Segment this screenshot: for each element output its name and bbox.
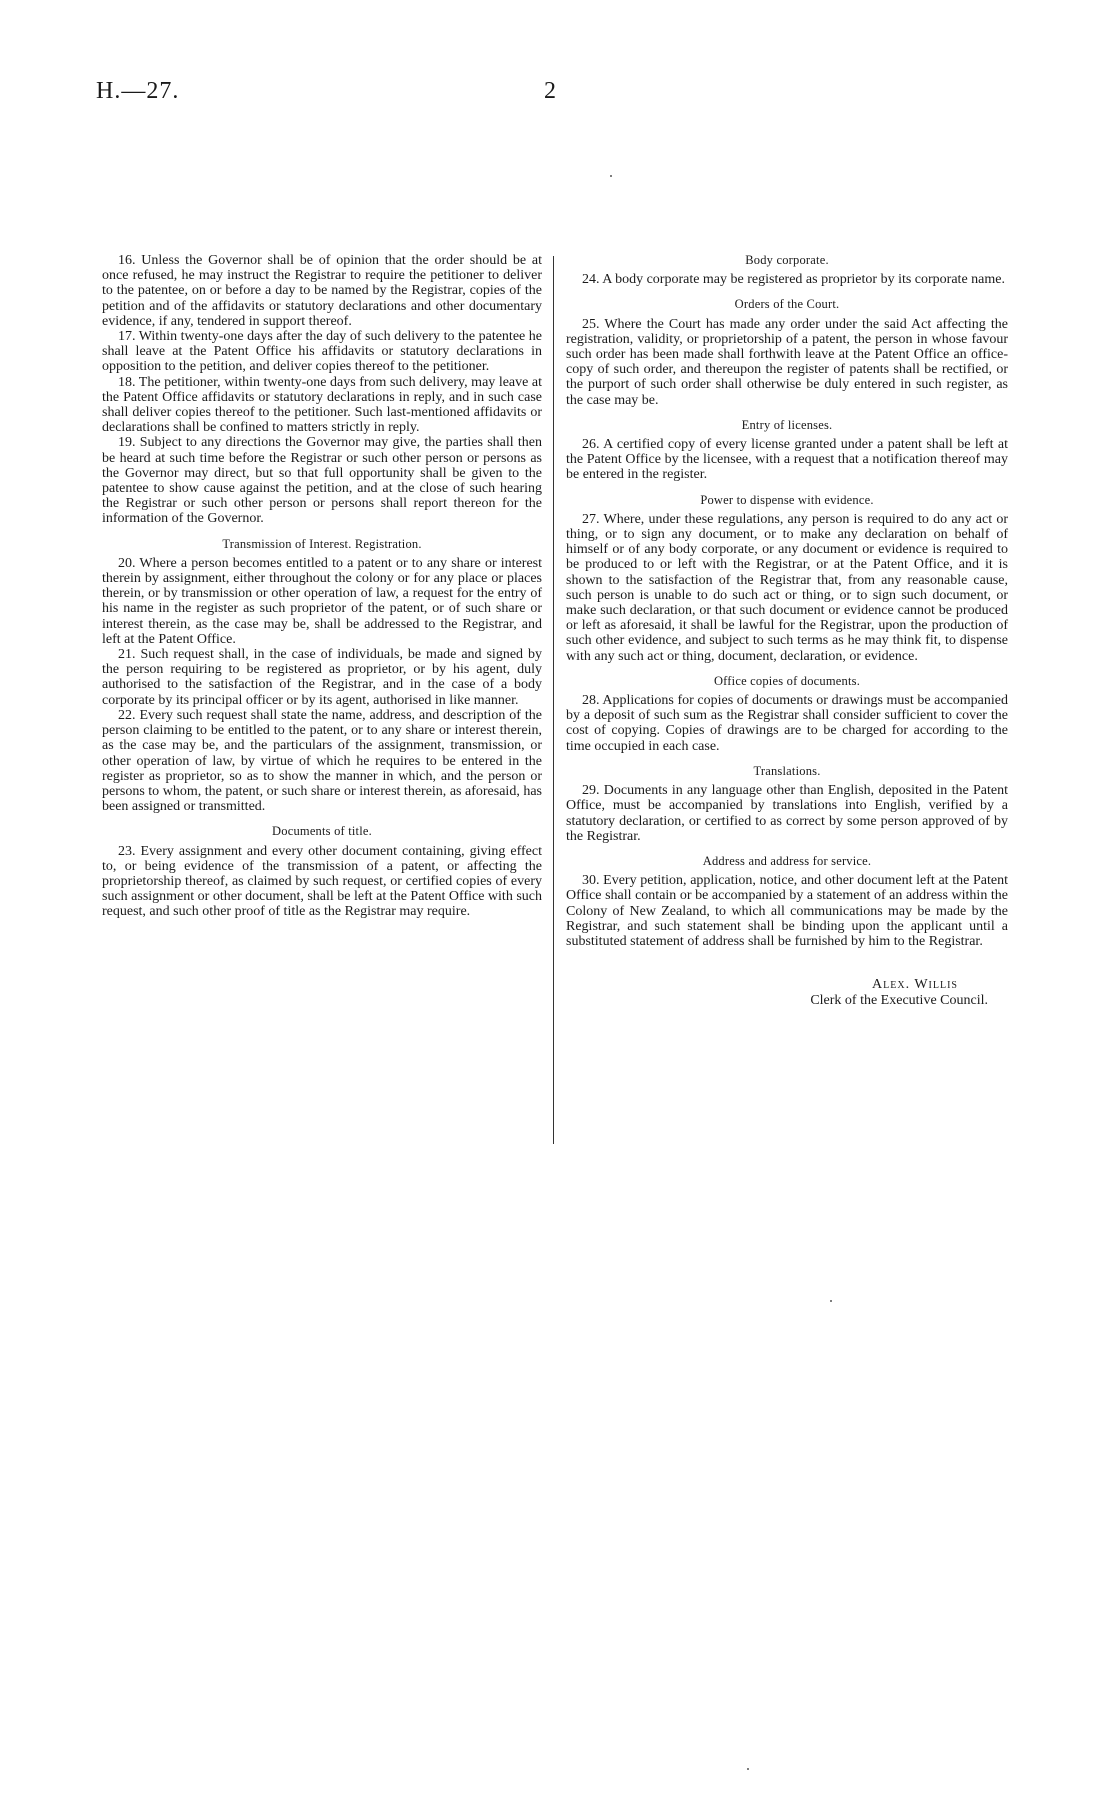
regulation-paragraph: 29. Documents in any language other than English, deposited in the Patent Office, must be accompanied by translations into English, verified by a statutory declaration, or certified to as correct by some person approved of by the Registrar.: [566, 783, 1008, 844]
signatory-title: Clerk of the Executive Council.: [810, 993, 988, 1009]
left-column: [102, 253, 542, 920]
section-heading: Address and address for service.: [702, 853, 872, 868]
page-number: 2: [544, 78, 556, 104]
speck: [610, 175, 612, 177]
speck: [830, 1300, 832, 1302]
section-heading: Power to dispense with evidence.: [700, 492, 874, 507]
section-heading: Entry of licenses.: [741, 417, 833, 432]
section-heading: Documents of title.: [272, 824, 372, 839]
regulation-paragraph: 17. Within twenty-one days after the day of such delivery to the patentee he shall leave at the Patent Office his affidavits or statutory declarations in opposition to the petition, and deliver copies thereof to the petitioner.: [102, 329, 542, 375]
regulation-paragraph: 23. Every assignment and every other document containing, giving effect to, or being evidence of the transmission of a patent, or affecting the proprietorship thereof, as claimed by such request, or certified copies of every such assignment or other document, shall be left at the Patent Office with such request, and such other proof of title as the Registrar may require.: [102, 843, 542, 920]
regulation-paragraph: 18. The petitioner, within twenty-one days from such delivery, may leave at the Patent Office affidavits or statutory declarations in reply, and in such case shall deliver copies thereof to the petitioner. Such last-mentioned affidavits or declarations shall be confined to matters strictly in reply.: [102, 374, 542, 436]
regulation-paragraph: 28. Applications for copies of documents or drawings must be accompanied by a deposit of such sum as the Registrar shall consider sufficient to cover the cost of copying. Copies of drawings are to be charged for according to the time occupied in each case.: [566, 693, 1008, 754]
speck: [747, 1768, 749, 1770]
section-heading: Office copies of documents.: [713, 673, 861, 688]
regulation-paragraph: 20. Where a person becomes entitled to a patent or to any share or interest therein by assignment, either throughout the colony or for any place or places therein, or by transmission or other operation of law, a request for the entry of his name in the register as such proprietor of the patent, or of such share or interest therein, as the case may be, shall be addressed to the Registrar, and left at the Patent Office.: [102, 555, 542, 647]
section-heading: Orders of the Court.: [734, 297, 840, 312]
regulation-paragraph: 19. Subject to any directions the Governor may give, the parties shall then be heard at such time before the Registrar or such other person or persons as the Governor may direct, but so that full opportunity shall be given to the patentee to show cause against the petition, and at the close of such hearing the Registrar or such other person or persons shall report thereon for the information of the Governor.: [102, 435, 542, 527]
column-divider: [553, 256, 554, 1144]
regulation-paragraph: 27. Where, under these regulations, any person is required to do any act or thing, or to sign any document, or to make any declaration on behalf of himself or of any body corporate, or any document or evidence is required to be produced to or left with the Registrar, or at the Patent Office, and it is shown to the satisfaction of the Registrar that, from any reasonable cause, such person is unable to do such act or thing, or to sign such document, or make such declaration, or that such document or evidence cannot be produced or left as aforesaid, it shall be lawful for the Registrar, upon the production of such other evidence, and subject to such terms as he may think fit, to dispense with any such act or thing, document, declaration, or evidence.: [566, 511, 1008, 664]
regulation-paragraph: 22. Every such request shall state the name, address, and description of the person claiming to be entitled to the patent, or to any share or interest therein, as the case may be, and the particulars of the assignment, transmission, or other operation of law, by virtue of which he requires to be entered in the register as proprietor, so as to show the manner in which, and the person or persons to whom, the patent, or such share or interest therein, as aforesaid, has been assigned or transmitted.: [102, 707, 542, 815]
right-column: [566, 253, 1008, 1009]
regulation-paragraph: 24. A body corporate may be registered as proprietor by its corporate name.: [582, 272, 1005, 288]
regulation-paragraph: 26. A certified copy of every license granted under a patent shall be left at the Patent Office by the licensee, with a request that a notification thereof may be entered in the register.: [566, 437, 1008, 483]
regulation-paragraph: 21. Such request shall, in the case of individuals, be made and signed by the person requiring to be registered as proprietor, or by his agent, duly authorised to the satisfaction of the Registrar, and in the case of a body corporate by its principal officer or by its agent, authorised in like manner.: [102, 647, 542, 708]
section-heading: Body corporate.: [745, 253, 829, 267]
regulation-paragraph: 25. Where the Court has made any order under the said Act affecting the registration, validity, or proprietorship of a patent, the person in whose favour such order has been made shall forthwith leave at the Patent Office an office-copy of such order, and thereupon the register of patents shall be rectified, or the purport of such order shall otherwise be duly entered in such register, as the case may be.: [566, 316, 1008, 408]
regulation-paragraph: 16. Unless the Governor shall be of opinion that the order should be at once refused, he may instruct the Registrar to require the petitioner to deliver to the patentee, on or before a day to be named by the Registrar, copies of the petition and of the affidavits or statutory declarations and other documentary evidence, if any, tendered in support thereof.: [102, 253, 542, 329]
section-heading: Transmission of Interest. Registration.: [222, 536, 422, 551]
signatory-name: Alex. Willis: [872, 977, 958, 993]
signature-block: [566, 977, 1008, 1009]
section-heading: Translations.: [753, 763, 821, 778]
regulation-paragraph: 30. Every petition, application, notice, and other document left at the Patent Office shall contain or be accompanied by a statement of an address within the Colony of New Zealand, to which all communications may be made by the Registrar, and such statement shall be binding upon the applicant until a substituted statement of address shall be furnished by him to the Registrar.: [566, 873, 1008, 949]
page-reference: H.—27.: [96, 78, 180, 104]
